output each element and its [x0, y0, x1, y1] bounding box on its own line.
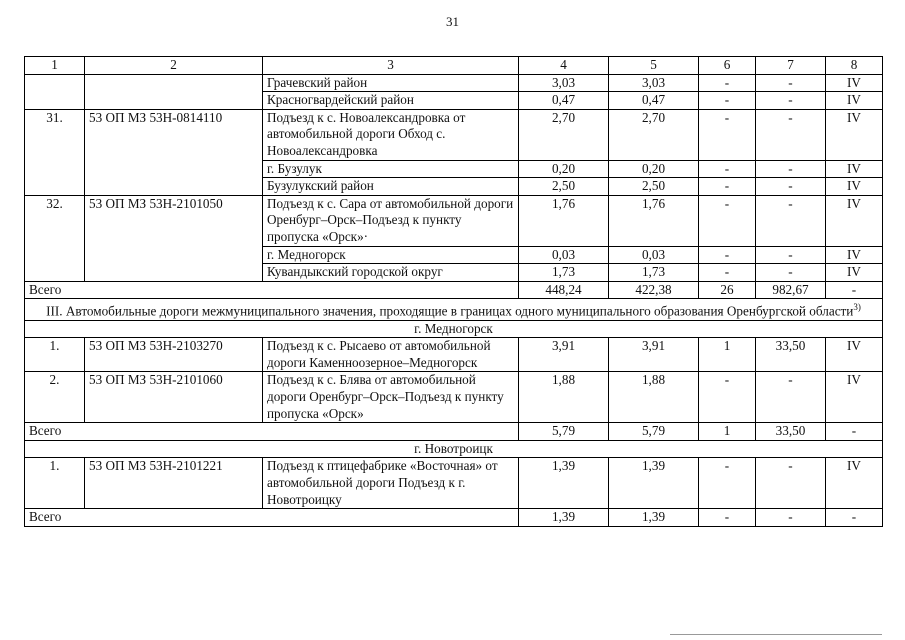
total-length: 1,39 [519, 509, 609, 527]
bridges-count: - [699, 246, 756, 264]
total-bridges-count: 1 [699, 423, 756, 441]
district-name: г. Медногорск [263, 246, 519, 264]
road-name: Подъезд к птицефабрике «Восточная» от автомобильной дороги Подъезд к г. Новотроицку [263, 458, 519, 509]
bridges-length: - [756, 92, 826, 110]
road-name: Подъезд к с. Новоалександровка от автомобильной дороги Обход с. Новоалександровка [263, 109, 519, 160]
length-total: 0,47 [519, 92, 609, 110]
length-total: 0,03 [519, 246, 609, 264]
column-header: 8 [826, 57, 883, 75]
district-name: Красногвардейский район [263, 92, 519, 110]
bridges-count: - [699, 264, 756, 282]
length-total: 3,03 [519, 74, 609, 92]
row-number: 32. [25, 195, 85, 281]
total-row [25, 281, 883, 299]
column-header: 4 [519, 57, 609, 75]
bridges-length: 33,50 [756, 338, 826, 372]
road-category: IV [826, 264, 883, 282]
road-category: IV [826, 178, 883, 196]
total-category: - [826, 281, 883, 299]
bridges-length: - [756, 246, 826, 264]
length-hard-surface: 0,47 [609, 92, 699, 110]
table-row [25, 109, 883, 160]
column-header: 7 [756, 57, 826, 75]
road-category: IV [826, 372, 883, 423]
column-header: 3 [263, 57, 519, 75]
length-hard-surface: 0,03 [609, 246, 699, 264]
bridges-count: - [699, 74, 756, 92]
section-heading-row [25, 299, 883, 320]
section-heading-text: III. Автомобильные дороги межмуниципального значения, проходящие в границах одного муниципального образования Оренбургской области [46, 303, 854, 319]
continued-number-cell [25, 74, 85, 109]
road-category: IV [826, 195, 883, 246]
column-header: 2 [85, 57, 263, 75]
bridges-length: - [756, 160, 826, 178]
column-header: 5 [609, 57, 699, 75]
section-heading [25, 299, 883, 320]
total-label: Всего [25, 423, 519, 441]
row-number: 1. [25, 458, 85, 509]
row-number: 2. [25, 372, 85, 423]
bottom-divider [670, 634, 882, 635]
total-row [25, 423, 883, 441]
district-name: Бузулукский район [263, 178, 519, 196]
road-code: 53 ОП МЗ 53Н-2101050 [85, 195, 263, 281]
total-label: Всего [25, 509, 519, 527]
column-header: 1 [25, 57, 85, 75]
length-total: 1,88 [519, 372, 609, 423]
table-body [25, 57, 883, 527]
roads-table [24, 56, 883, 527]
total-category: - [826, 423, 883, 441]
bridges-count: - [699, 458, 756, 509]
road-code: 53 ОП МЗ 53Н-2103270 [85, 338, 263, 372]
bridges-count: - [699, 109, 756, 160]
length-total: 1,73 [519, 264, 609, 282]
city-heading-row [25, 320, 883, 338]
length-total: 3,91 [519, 338, 609, 372]
road-name: Подъезд к с. Сара от автомобильной дороги Оренбург–Орск–Подъезд к пункту пропуска «Орск»· [263, 195, 519, 246]
road-name: Подъезд к с. Блява от автомобильной дороги Оренбург–Орск–Подъезд к пункту пропуска «Орск» [263, 372, 519, 423]
total-bridges-count: 26 [699, 281, 756, 299]
length-total: 1,76 [519, 195, 609, 246]
road-category: IV [826, 92, 883, 110]
road-code: 53 ОП МЗ 53Н-0814110 [85, 109, 263, 195]
total-category: - [826, 509, 883, 527]
district-name: Кувандыкский городской округ [263, 264, 519, 282]
total-bridges-length: 982,67 [756, 281, 826, 299]
header-row [25, 57, 883, 75]
total-hard-surface: 1,39 [609, 509, 699, 527]
table-row [25, 458, 883, 509]
total-bridges-length: - [756, 509, 826, 527]
length-hard-surface: 3,91 [609, 338, 699, 372]
length-hard-surface: 1,73 [609, 264, 699, 282]
length-total: 1,39 [519, 458, 609, 509]
road-category: IV [826, 246, 883, 264]
bridges-count: - [699, 92, 756, 110]
length-total: 2,50 [519, 178, 609, 196]
table-row [25, 195, 883, 246]
total-label: Всего [25, 281, 519, 299]
city-heading: г. Медногорск [25, 320, 883, 338]
bridges-length: - [756, 178, 826, 196]
bridges-count: - [699, 195, 756, 246]
length-total: 2,70 [519, 109, 609, 160]
bridges-length: - [756, 74, 826, 92]
length-hard-surface: 0,20 [609, 160, 699, 178]
total-length: 5,79 [519, 423, 609, 441]
bridges-count: 1 [699, 338, 756, 372]
table-row [25, 338, 883, 372]
length-total: 0,20 [519, 160, 609, 178]
bridges-length: - [756, 109, 826, 160]
road-name: Подъезд к с. Рысаево от автомобильной дороги Каменноозерное–Медногорск [263, 338, 519, 372]
city-heading: г. Новотроицк [25, 440, 883, 458]
bridges-length: - [756, 372, 826, 423]
length-hard-surface: 1,88 [609, 372, 699, 423]
length-hard-surface: 1,39 [609, 458, 699, 509]
length-hard-surface: 2,50 [609, 178, 699, 196]
road-category: IV [826, 338, 883, 372]
row-number: 1. [25, 338, 85, 372]
bridges-count: - [699, 372, 756, 423]
bridges-length: - [756, 264, 826, 282]
length-hard-surface: 1,76 [609, 195, 699, 246]
bridges-length: - [756, 458, 826, 509]
road-code: 53 ОП МЗ 53Н-2101221 [85, 458, 263, 509]
table-row [25, 372, 883, 423]
road-category: IV [826, 458, 883, 509]
road-category: IV [826, 109, 883, 160]
table-subrow [25, 74, 883, 92]
column-header: 6 [699, 57, 756, 75]
total-bridges-count: - [699, 509, 756, 527]
city-heading-row [25, 440, 883, 458]
bridges-length: - [756, 195, 826, 246]
total-hard-surface: 422,38 [609, 281, 699, 299]
bridges-count: - [699, 160, 756, 178]
length-hard-surface: 2,70 [609, 109, 699, 160]
continued-code-cell [85, 74, 263, 109]
road-category: IV [826, 160, 883, 178]
page-number: 31 [446, 14, 459, 29]
district-name: г. Бузулук [263, 160, 519, 178]
footnote-marker: 3) [853, 302, 861, 313]
total-length: 448,24 [519, 281, 609, 299]
road-category: IV [826, 74, 883, 92]
bridges-count: - [699, 178, 756, 196]
total-bridges-length: 33,50 [756, 423, 826, 441]
total-row [25, 509, 883, 527]
total-hard-surface: 5,79 [609, 423, 699, 441]
row-number: 31. [25, 109, 85, 195]
length-hard-surface: 3,03 [609, 74, 699, 92]
road-code: 53 ОП МЗ 53Н-2101060 [85, 372, 263, 423]
district-name: Грачевский район [263, 74, 519, 92]
